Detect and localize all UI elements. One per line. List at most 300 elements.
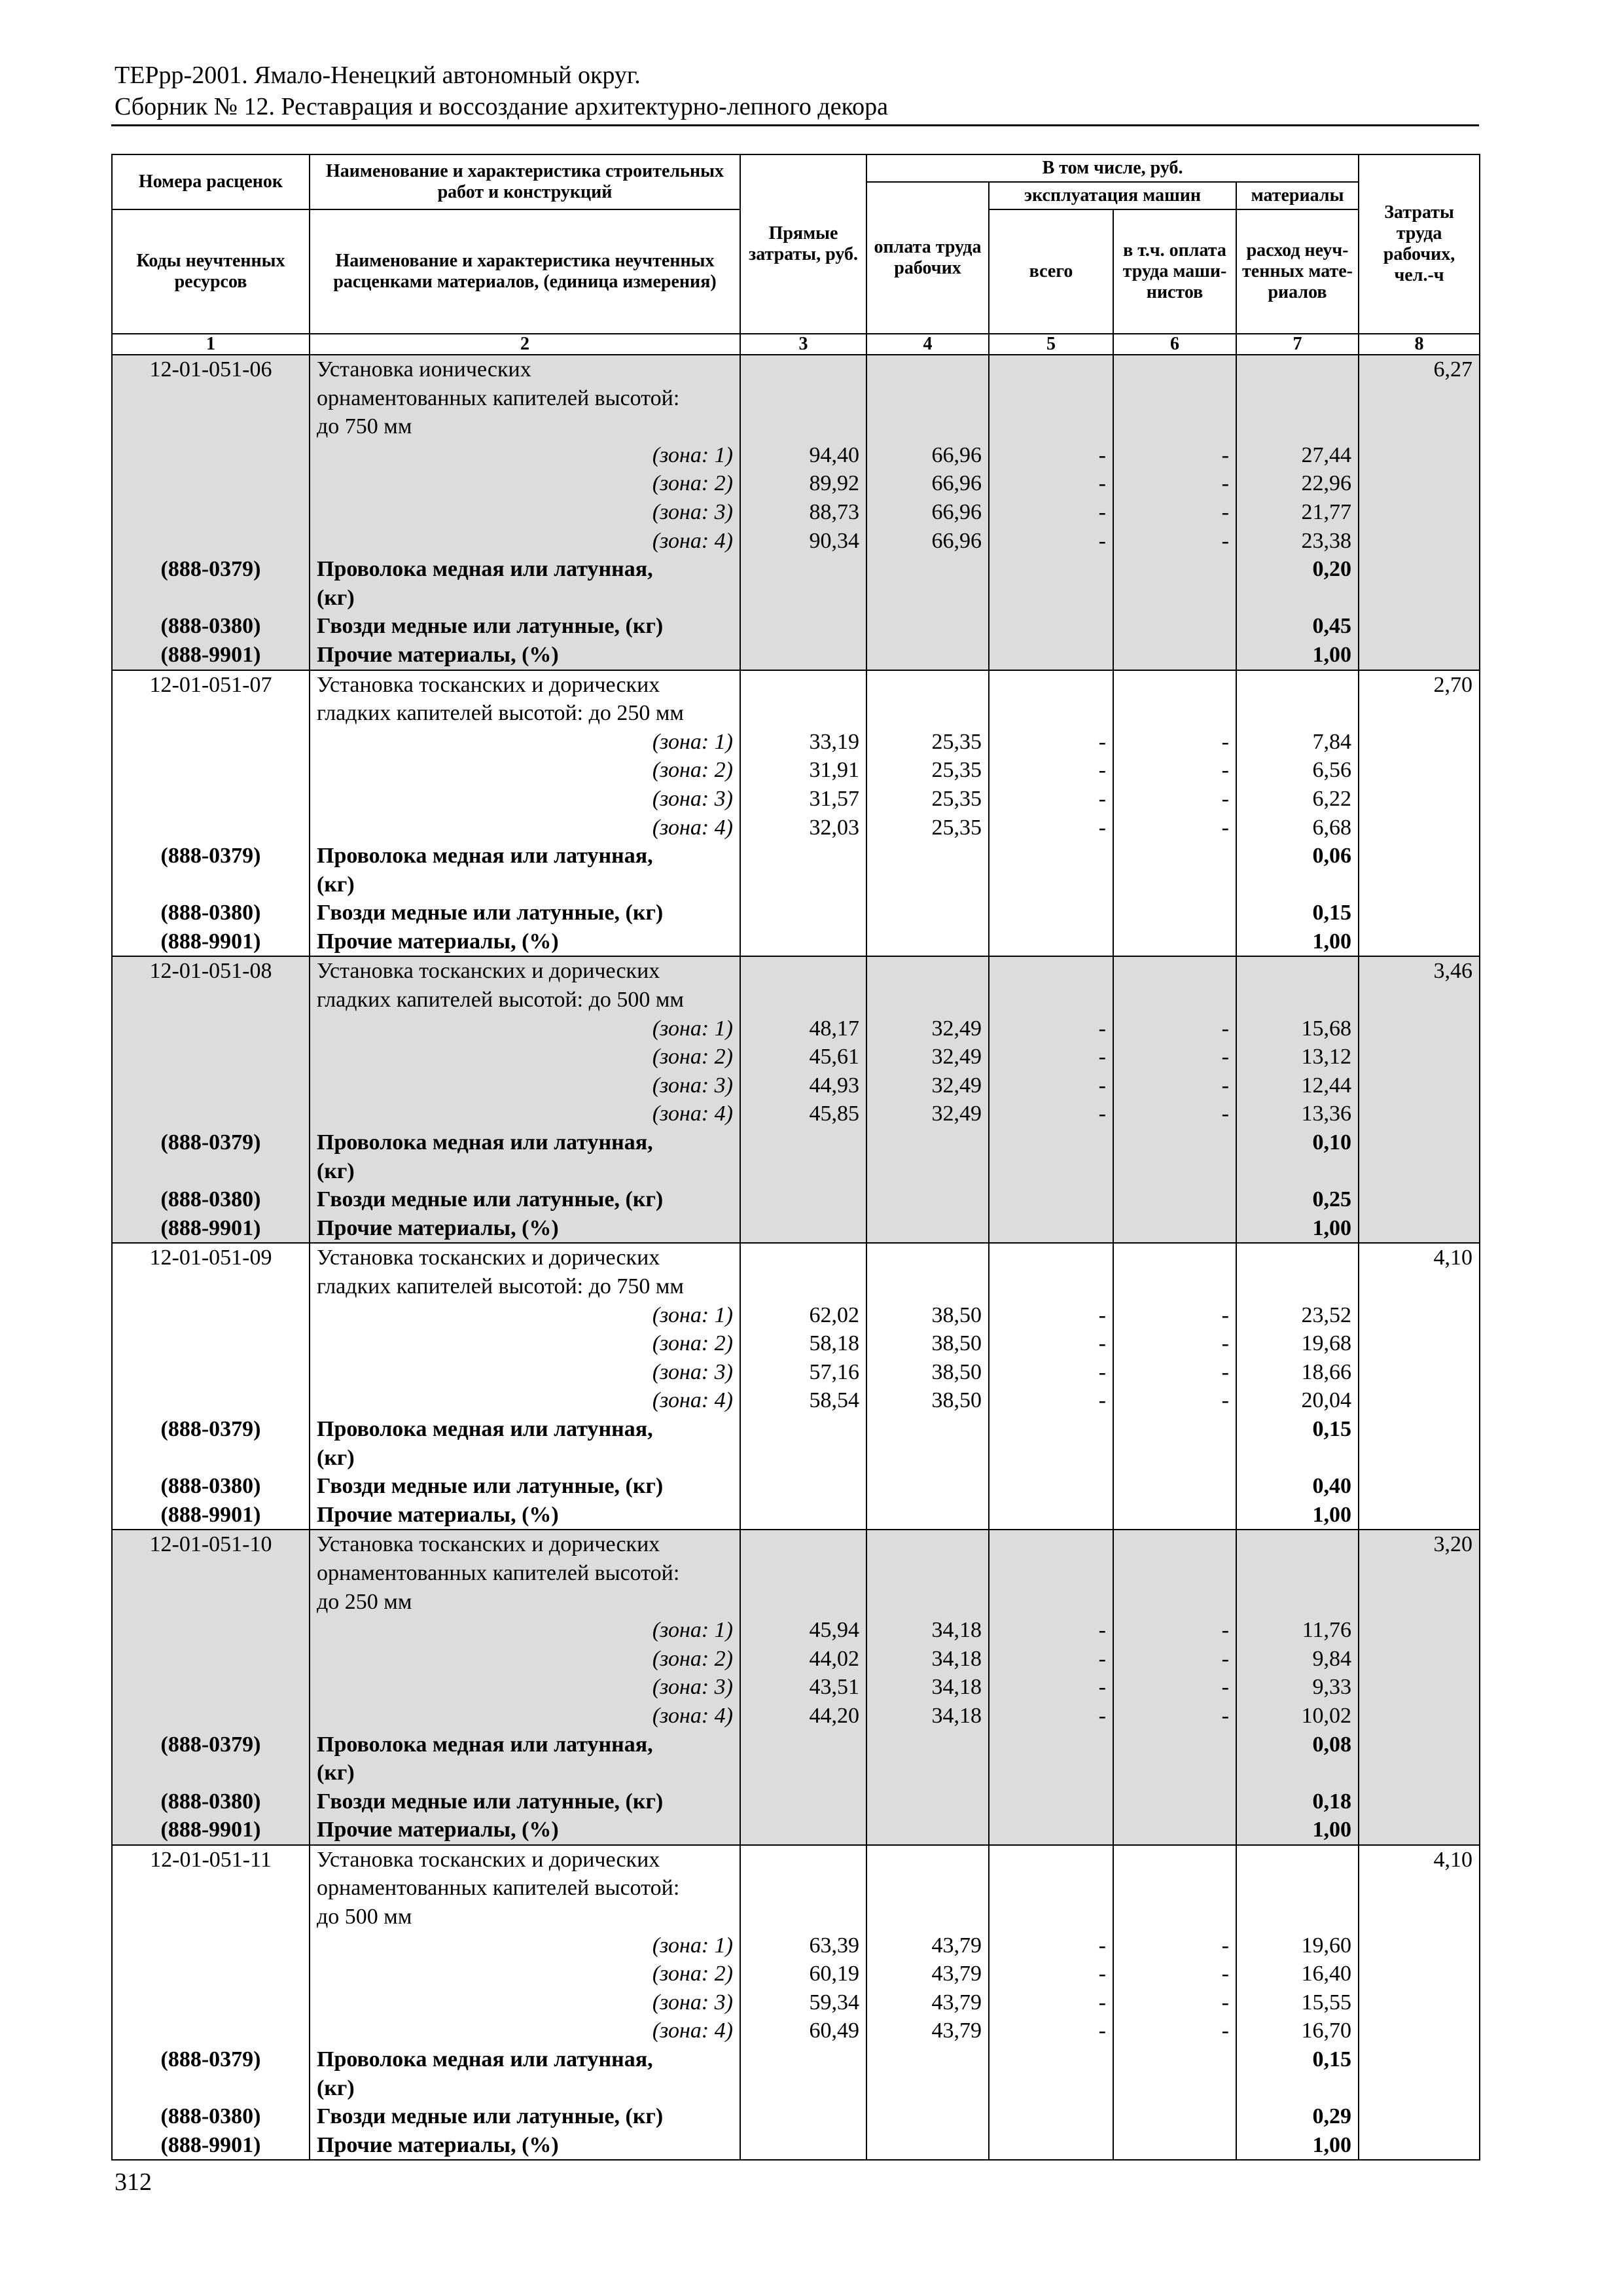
material-cost: 6,68 xyxy=(1236,814,1359,842)
empty-cell xyxy=(866,2045,989,2074)
rate-name-line: гладких капителей высотой: до 250 мм xyxy=(310,699,740,728)
resource-code: (888-0379) xyxy=(112,1128,310,1157)
table-row xyxy=(112,1185,1480,1214)
empty-cell xyxy=(740,1185,866,1214)
resource-name-line: (кг) xyxy=(310,1444,740,1473)
operator-pay: - xyxy=(1113,1100,1236,1128)
resource-name-line: Прочие материалы, (%) xyxy=(310,1214,740,1244)
resource-name-line: (кг) xyxy=(310,870,740,899)
empty-cell xyxy=(112,1874,310,1903)
empty-cell xyxy=(112,1616,310,1645)
zone-label: (зона: 4) xyxy=(310,1702,740,1731)
empty-cell xyxy=(112,584,310,613)
resource-name-line: (кг) xyxy=(310,1759,740,1787)
operator-pay: - xyxy=(1113,756,1236,785)
empty-cell xyxy=(1113,412,1236,441)
zone-label: (зона: 3) xyxy=(310,1071,740,1100)
resource-quantity: 0,06 xyxy=(1236,842,1359,870)
empty-cell xyxy=(1236,1759,1359,1787)
empty-cell xyxy=(740,1845,866,1874)
empty-cell xyxy=(740,2045,866,2074)
operator-pay: - xyxy=(1113,1301,1236,1330)
resource-code: (888-0380) xyxy=(112,899,310,927)
direct-cost: 57,16 xyxy=(740,1358,866,1387)
rate-name-line: до 750 мм xyxy=(310,412,740,441)
direct-cost: 44,02 xyxy=(740,1645,866,1674)
zone-label: (зона: 2) xyxy=(310,1960,740,1988)
material-cost: 22,96 xyxy=(1236,469,1359,498)
table-row xyxy=(112,814,1480,842)
empty-cell xyxy=(866,1874,989,1903)
labor-cost: 4,10 xyxy=(1359,1243,1480,1272)
empty-cell xyxy=(1236,1559,1359,1588)
direct-cost: 44,20 xyxy=(740,1702,866,1731)
empty-cell xyxy=(112,814,310,842)
resource-name-line: Прочие материалы, (%) xyxy=(310,641,740,670)
table-row xyxy=(112,355,1480,384)
labor-cost: 6,27 xyxy=(1359,355,1480,384)
empty-cell xyxy=(989,699,1113,728)
operator-pay: - xyxy=(1113,1702,1236,1731)
rate-code: 12-01-051-07 xyxy=(112,670,310,700)
operator-pay: - xyxy=(1113,1645,1236,1674)
resource-name-line: Проволока медная или латунная, xyxy=(310,1731,740,1759)
empty-cell xyxy=(1359,728,1480,757)
table-row xyxy=(112,1301,1480,1330)
empty-cell xyxy=(1359,785,1480,814)
empty-cell xyxy=(1359,1214,1480,1244)
empty-cell xyxy=(1359,1301,1480,1330)
empty-cell xyxy=(866,555,989,584)
direct-cost: 45,61 xyxy=(740,1043,866,1071)
col-number: 4 xyxy=(866,334,989,355)
rate-name-line: до 500 мм xyxy=(310,1903,740,1931)
direct-cost: 60,19 xyxy=(740,1960,866,1988)
operator-pay: - xyxy=(1113,1329,1236,1358)
machine-cost: - xyxy=(989,1301,1113,1330)
empty-cell xyxy=(1236,1530,1359,1559)
empty-cell xyxy=(112,498,310,527)
empty-cell xyxy=(989,2074,1113,2103)
table-row xyxy=(112,1759,1480,1787)
table-row xyxy=(112,927,1480,957)
empty-cell xyxy=(1113,355,1236,384)
empty-cell xyxy=(112,1043,310,1071)
material-cost: 18,66 xyxy=(1236,1358,1359,1387)
resource-code: (888-0380) xyxy=(112,1787,310,1816)
direct-cost: 31,91 xyxy=(740,756,866,785)
empty-cell xyxy=(989,899,1113,927)
material-cost: 13,36 xyxy=(1236,1100,1359,1128)
table-row xyxy=(112,1043,1480,1071)
empty-cell xyxy=(112,1071,310,1100)
empty-cell xyxy=(989,1472,1113,1501)
zone-label: (зона: 3) xyxy=(310,785,740,814)
empty-cell xyxy=(1236,584,1359,613)
empty-cell xyxy=(1359,870,1480,899)
table-row xyxy=(112,2102,1480,2131)
table-row xyxy=(112,1903,1480,1931)
empty-cell xyxy=(112,384,310,413)
resource-quantity: 0,10 xyxy=(1236,1128,1359,1157)
table-row xyxy=(112,1787,1480,1816)
empty-cell xyxy=(112,870,310,899)
empty-cell xyxy=(112,1386,310,1415)
empty-cell xyxy=(1359,1128,1480,1157)
empty-cell xyxy=(740,899,866,927)
operator-pay: - xyxy=(1113,2017,1236,2045)
direct-cost: 90,34 xyxy=(740,527,866,556)
empty-cell xyxy=(740,1128,866,1157)
table-row xyxy=(112,1874,1480,1903)
empty-cell xyxy=(112,785,310,814)
worker-pay: 66,96 xyxy=(866,498,989,527)
empty-cell xyxy=(740,842,866,870)
material-cost: 9,33 xyxy=(1236,1673,1359,1702)
resource-quantity: 0,20 xyxy=(1236,555,1359,584)
machine-cost: - xyxy=(989,498,1113,527)
empty-cell xyxy=(1359,1415,1480,1444)
empty-cell xyxy=(112,1559,310,1588)
worker-pay: 38,50 xyxy=(866,1358,989,1387)
empty-cell xyxy=(866,870,989,899)
empty-cell xyxy=(1359,1444,1480,1473)
empty-cell xyxy=(989,1128,1113,1157)
operator-pay: - xyxy=(1113,469,1236,498)
empty-cell xyxy=(112,1645,310,1674)
empty-cell xyxy=(866,1444,989,1473)
operator-pay: - xyxy=(1113,1043,1236,1071)
material-cost: 19,68 xyxy=(1236,1329,1359,1358)
empty-cell xyxy=(1113,899,1236,927)
empty-cell xyxy=(1359,641,1480,670)
resource-code: (888-0380) xyxy=(112,612,310,641)
empty-cell xyxy=(866,355,989,384)
material-cost: 6,22 xyxy=(1236,785,1359,814)
empty-cell xyxy=(989,927,1113,957)
col-number: 2 xyxy=(310,334,740,355)
table-row xyxy=(112,555,1480,584)
empty-cell xyxy=(989,1874,1113,1903)
material-cost: 16,70 xyxy=(1236,2017,1359,2045)
empty-cell xyxy=(1359,1903,1480,1931)
material-cost: 10,02 xyxy=(1236,1702,1359,1731)
empty-cell xyxy=(989,956,1113,986)
worker-pay: 43,79 xyxy=(866,1988,989,2017)
document-header-title: ТЕРрр-2001. Ямало-Ненецкий автономный округ. xyxy=(115,62,641,89)
empty-cell xyxy=(1359,756,1480,785)
table-row xyxy=(112,1272,1480,1301)
empty-cell xyxy=(1113,2074,1236,2103)
worker-pay: 34,18 xyxy=(866,1645,989,1674)
empty-cell xyxy=(866,1816,989,1845)
rate-name-line: гладких капителей высотой: до 500 мм xyxy=(310,986,740,1014)
table-row xyxy=(112,1100,1480,1128)
worker-pay: 32,49 xyxy=(866,1100,989,1128)
machine-cost: - xyxy=(989,814,1113,842)
empty-cell xyxy=(866,2074,989,2103)
table-row xyxy=(112,1501,1480,1530)
machine-cost: - xyxy=(989,527,1113,556)
machine-cost: - xyxy=(989,1616,1113,1645)
table-row xyxy=(112,870,1480,899)
col-header-pryamye: Прямые затраты, руб. xyxy=(740,154,866,334)
zone-label: (зона: 3) xyxy=(310,1358,740,1387)
table-row xyxy=(112,412,1480,441)
zone-label: (зона: 2) xyxy=(310,1329,740,1358)
empty-cell xyxy=(989,842,1113,870)
table-row xyxy=(112,1559,1480,1588)
direct-cost: 33,19 xyxy=(740,728,866,757)
rate-code: 12-01-051-09 xyxy=(112,1243,310,1272)
rate-code: 12-01-051-10 xyxy=(112,1530,310,1559)
machine-cost: - xyxy=(989,1702,1113,1731)
empty-cell xyxy=(1113,842,1236,870)
resource-quantity: 1,00 xyxy=(1236,1214,1359,1244)
material-cost: 16,40 xyxy=(1236,1960,1359,1988)
empty-cell xyxy=(989,1845,1113,1874)
table-row xyxy=(112,986,1480,1014)
empty-cell xyxy=(1236,355,1359,384)
machine-cost: - xyxy=(989,1329,1113,1358)
empty-cell xyxy=(1359,1157,1480,1186)
zone-label: (зона: 1) xyxy=(310,1301,740,1330)
empty-cell xyxy=(1359,986,1480,1014)
worker-pay: 32,49 xyxy=(866,1071,989,1100)
empty-cell xyxy=(112,699,310,728)
empty-cell xyxy=(866,1845,989,1874)
resource-quantity: 1,00 xyxy=(1236,1501,1359,1530)
table-row xyxy=(112,1931,1480,1960)
operator-pay: - xyxy=(1113,1386,1236,1415)
worker-pay: 43,79 xyxy=(866,1960,989,1988)
empty-cell xyxy=(866,670,989,700)
empty-cell xyxy=(989,870,1113,899)
empty-cell xyxy=(112,1329,310,1358)
empty-cell xyxy=(740,612,866,641)
empty-cell xyxy=(112,441,310,470)
empty-cell xyxy=(740,870,866,899)
empty-cell xyxy=(989,384,1113,413)
empty-cell xyxy=(1359,1100,1480,1128)
empty-cell xyxy=(1359,2074,1480,2103)
machine-cost: - xyxy=(989,2017,1113,2045)
empty-cell xyxy=(866,1731,989,1759)
empty-cell xyxy=(1359,1645,1480,1674)
worker-pay: 25,35 xyxy=(866,785,989,814)
resource-code: (888-0380) xyxy=(112,1185,310,1214)
resource-quantity: 0,15 xyxy=(1236,2045,1359,2074)
empty-cell xyxy=(1359,1185,1480,1214)
empty-cell xyxy=(1359,527,1480,556)
empty-cell xyxy=(740,1588,866,1617)
resource-quantity: 0,40 xyxy=(1236,1472,1359,1501)
empty-cell xyxy=(740,1759,866,1787)
empty-cell xyxy=(1113,1588,1236,1617)
zone-label: (зона: 2) xyxy=(310,469,740,498)
empty-cell xyxy=(1236,956,1359,986)
table-row xyxy=(112,1588,1480,1617)
machine-cost: - xyxy=(989,1386,1113,1415)
rates-table xyxy=(111,154,1480,2161)
empty-cell xyxy=(1359,927,1480,957)
table-row xyxy=(112,899,1480,927)
table-row xyxy=(112,1415,1480,1444)
empty-cell xyxy=(112,1988,310,2017)
empty-cell xyxy=(989,1731,1113,1759)
empty-cell xyxy=(1236,870,1359,899)
empty-cell xyxy=(112,1702,310,1731)
col-header-vtch: в т.ч. оплата труда маши-нистов xyxy=(1113,209,1236,334)
empty-cell xyxy=(989,1787,1113,1816)
empty-cell xyxy=(866,1128,989,1157)
rate-name-line: Установка ионических xyxy=(310,355,740,384)
empty-cell xyxy=(1359,412,1480,441)
direct-cost: 63,39 xyxy=(740,1931,866,1960)
empty-cell xyxy=(1359,555,1480,584)
material-cost: 15,55 xyxy=(1236,1988,1359,2017)
rate-code: 12-01-051-11 xyxy=(112,1845,310,1874)
empty-cell xyxy=(740,1472,866,1501)
empty-cell xyxy=(866,1243,989,1272)
empty-cell xyxy=(866,384,989,413)
direct-cost: 43,51 xyxy=(740,1673,866,1702)
table-row xyxy=(112,699,1480,728)
resource-code: (888-0379) xyxy=(112,1415,310,1444)
col-header-raskhod: расход неуч-тенных мате-риалов xyxy=(1236,209,1359,334)
col-header-vsego: всего xyxy=(989,209,1113,334)
empty-cell xyxy=(1236,1157,1359,1186)
empty-cell xyxy=(866,842,989,870)
col-number: 7 xyxy=(1236,334,1359,355)
empty-cell xyxy=(1113,1444,1236,1473)
resource-code: (888-0379) xyxy=(112,1731,310,1759)
empty-cell xyxy=(1113,384,1236,413)
resource-name-line: Гвозди медные или латунные, (кг) xyxy=(310,899,740,927)
table-row xyxy=(112,384,1480,413)
empty-cell xyxy=(989,2045,1113,2074)
empty-cell xyxy=(866,1903,989,1931)
table-row xyxy=(112,1816,1480,1845)
worker-pay: 66,96 xyxy=(866,469,989,498)
empty-cell xyxy=(112,1673,310,1702)
col-header-v-tom-chisle: В том числе, руб. xyxy=(866,154,1359,182)
empty-cell xyxy=(1113,1157,1236,1186)
machine-cost: - xyxy=(989,1673,1113,1702)
empty-cell xyxy=(740,956,866,986)
empty-cell xyxy=(1113,1185,1236,1214)
col-number: 1 xyxy=(112,334,310,355)
empty-cell xyxy=(866,612,989,641)
zone-label: (зона: 1) xyxy=(310,441,740,470)
resource-code: (888-0379) xyxy=(112,2045,310,2074)
table-row xyxy=(112,785,1480,814)
empty-cell xyxy=(740,927,866,957)
col-number: 8 xyxy=(1359,334,1480,355)
direct-cost: 62,02 xyxy=(740,1301,866,1330)
empty-cell xyxy=(989,1816,1113,1845)
zone-label: (зона: 4) xyxy=(310,1386,740,1415)
empty-cell xyxy=(740,1874,866,1903)
table-row xyxy=(112,1988,1480,2017)
worker-pay: 25,35 xyxy=(866,814,989,842)
empty-cell xyxy=(866,412,989,441)
resource-code: (888-0380) xyxy=(112,1472,310,1501)
col-header-naimenovanie: Наименование и характеристика строительных работ и конструкций xyxy=(310,154,740,209)
table-row xyxy=(112,1243,1480,1272)
resource-name-line: Гвозди медные или латунные, (кг) xyxy=(310,612,740,641)
resource-code: (888-9901) xyxy=(112,1214,310,1244)
operator-pay: - xyxy=(1113,1358,1236,1387)
machine-cost: - xyxy=(989,1043,1113,1071)
col-header-materialy: материалы xyxy=(1236,182,1359,209)
empty-cell xyxy=(1359,814,1480,842)
empty-cell xyxy=(866,1530,989,1559)
direct-cost: 31,57 xyxy=(740,785,866,814)
empty-cell xyxy=(1359,1816,1480,1845)
empty-cell xyxy=(989,986,1113,1014)
empty-cell xyxy=(112,1759,310,1787)
empty-cell xyxy=(866,2131,989,2161)
table-row xyxy=(112,1329,1480,1358)
zone-label: (зона: 2) xyxy=(310,1043,740,1071)
rate-name-line: орнаментованных капителей высотой: xyxy=(310,1559,740,1588)
empty-cell xyxy=(1113,1816,1236,1845)
resource-name-line: (кг) xyxy=(310,1157,740,1186)
machine-cost: - xyxy=(989,1071,1113,1100)
empty-cell xyxy=(989,1903,1113,1931)
empty-cell xyxy=(740,699,866,728)
empty-cell xyxy=(1359,384,1480,413)
empty-cell xyxy=(1359,1386,1480,1415)
worker-pay: 25,35 xyxy=(866,728,989,757)
col-number: 3 xyxy=(740,334,866,355)
material-cost: 12,44 xyxy=(1236,1071,1359,1100)
direct-cost: 44,93 xyxy=(740,1071,866,1100)
empty-cell xyxy=(989,1185,1113,1214)
direct-cost: 59,34 xyxy=(740,1988,866,2017)
material-cost: 23,38 xyxy=(1236,527,1359,556)
empty-cell xyxy=(740,384,866,413)
rate-name-line: орнаментованных капителей высотой: xyxy=(310,1874,740,1903)
table-row xyxy=(112,612,1480,641)
resource-name-line: (кг) xyxy=(310,584,740,613)
table-row xyxy=(112,2131,1480,2161)
resource-quantity: 1,00 xyxy=(1236,641,1359,670)
resource-quantity: 1,00 xyxy=(1236,927,1359,957)
resource-quantity: 1,00 xyxy=(1236,1816,1359,1845)
table-row xyxy=(112,1472,1480,1501)
resource-quantity: 0,25 xyxy=(1236,1185,1359,1214)
table-row xyxy=(112,2017,1480,2045)
table-row xyxy=(112,670,1480,700)
zone-label: (зона: 1) xyxy=(310,728,740,757)
table-row xyxy=(112,1845,1480,1874)
empty-cell xyxy=(989,412,1113,441)
resource-name-line: Проволока медная или латунная, xyxy=(310,2045,740,2074)
empty-cell xyxy=(1359,469,1480,498)
empty-cell xyxy=(1359,498,1480,527)
empty-cell xyxy=(740,1415,866,1444)
empty-cell xyxy=(1113,986,1236,1014)
empty-cell xyxy=(989,612,1113,641)
machine-cost: - xyxy=(989,1645,1113,1674)
empty-cell xyxy=(1113,870,1236,899)
empty-cell xyxy=(1359,1043,1480,1071)
table-row xyxy=(112,1386,1480,1415)
table-row xyxy=(112,1128,1480,1157)
zone-label: (зона: 3) xyxy=(310,1673,740,1702)
